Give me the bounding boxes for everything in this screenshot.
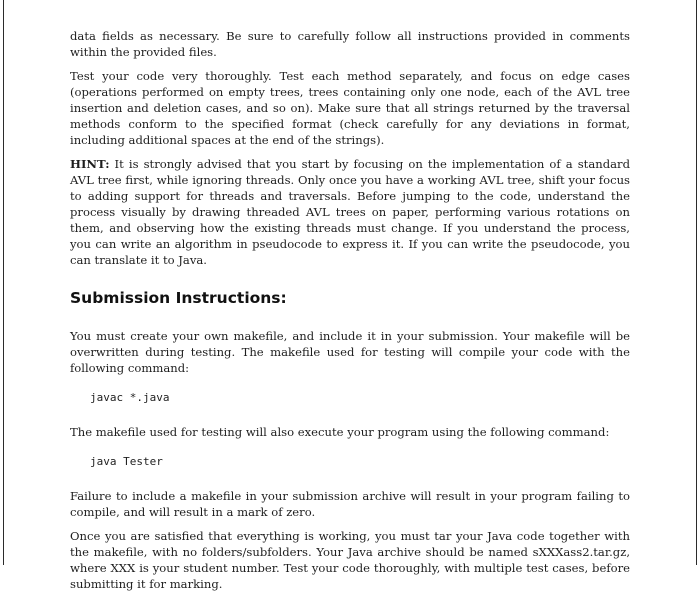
- document-content: [70, 28, 630, 600]
- section-title-submission: Submission Instructions:: [70, 289, 287, 307]
- run-command: java Tester: [90, 455, 163, 468]
- failure-paragraph: Failure to include a makefile in your submission archive will result in your program failing to compile, and will result in a mark of zero.: [70, 489, 630, 519]
- testing-paragraph: Test your code very thoroughly. Test each method separately, and focus on edge cases (operations performed on empty trees, trees containing only one node, each of the AVL tree insertion and deletion cases, and so on). Make sure that all strings returned by the traversal methods conform to the specified format (check carefully for any deviations in format, including additional spaces at the end of the strings).: [70, 69, 630, 147]
- page-border-left: [3, 0, 4, 565]
- hint-paragraph: [70, 156, 630, 268]
- hint-label: HINT:: [70, 157, 110, 171]
- makefile-paragraph: You must create your own makefile, and include it in your submission. Your makefile will be overwritten during testing. The makefile used for testing will compile your code with the following command:: [70, 329, 630, 375]
- hint-body: It is strongly advised that you start by focusing on the implementation of a standard AVL tree first, while ignoring threads. Only once you have a working AVL tree, shift your focus to adding support for threads and traversals. Before jumping to the code, understand the process visually by drawing threaded AVL trees on paper, performing various rotations on them, and observing how the existing threads must change. If you understand the process, you can write an algorithm in pseudocode to express it. If you can write the pseudocode, you can translate it to Java.: [70, 157, 631, 267]
- tar-paragraph: Once you are satisfied that everything is working, you must tar your Java code together with the makefile, with no folders/subfolders. Your Java archive should be named sXXXass2.tar.gz, where XXX is your student number. Test your code thoroughly, with multiple test cases, before submitting it for marking.: [70, 529, 630, 591]
- page-border-right: [696, 0, 697, 565]
- execute-paragraph: The makefile used for testing will also execute your program using the following command:: [70, 425, 610, 439]
- compile-command: javac *.java: [90, 391, 170, 404]
- intro-paragraph: data fields as necessary. Be sure to carefully follow all instructions provided in comments within the provided files.: [70, 29, 630, 59]
